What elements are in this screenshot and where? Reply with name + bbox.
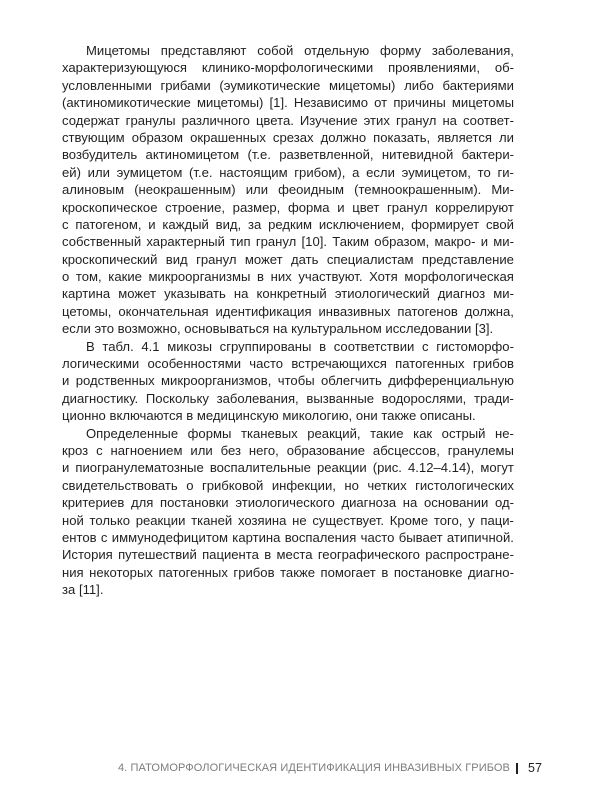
body-text: [62, 42, 514, 599]
text-line: ей) или эумицетом (т.е. настоящим грибом), а если эумицетом, то ги-: [62, 164, 514, 180]
text-line: ной только реакции тканей хозяина не существует. Кроме того, у паци-: [62, 512, 514, 528]
text-line: содержат гранулы различного цвета. Изучение этих гранул на соответ-: [62, 112, 514, 128]
text-line: ния некоторых патогенных грибов также помогает в постановке диагно-: [62, 564, 514, 580]
text-line: (актиномикотические мицетомы) [1]. Независимо от причины мицетомы: [62, 95, 514, 111]
text-line: о том, какие микроорганизмы в них участвуют. Хотя морфологическая: [62, 269, 514, 285]
text-line: цетомы, окончательная идентификация инвазивных патогенов должна,: [62, 303, 514, 319]
paragraph-table-reference: [62, 338, 514, 425]
paragraph-mycetoma: [62, 42, 514, 338]
text-line: кроскопический вид гранул может дать специалистам представление: [62, 251, 514, 267]
text-line: Мицетомы представляют собой отдельную форму заболевания,: [86, 43, 514, 58]
text-line: критериев для постановки этиологического диагноза на основании од-: [62, 495, 514, 511]
chapter-title: 4. ПАТОМОРФОЛОГИЧЕСКАЯ ИДЕНТИФИКАЦИЯ ИНВАЗИВНЫХ ГРИБОВ: [117, 762, 510, 774]
text-line: логическими особенностями часто встречающихся патогенных грибов: [62, 356, 514, 372]
text-line: за [11].: [62, 582, 104, 598]
text-line: и пиогранулематозные воспалительные реакции (рис. 4.12–4.14), могут: [62, 460, 514, 476]
text-line: с патогеном, и каждый вид, за редким исключением, формирует свой: [62, 216, 514, 232]
text-line: алиновым (неокрашенным) или феоидным (темноокрашенным). Ми-: [62, 182, 514, 198]
footer-separator: [516, 763, 518, 774]
text-line: возбудитель актиномицетом (т.е. разветвленной, нитевидной бактери-: [62, 147, 514, 163]
page-number: 57: [528, 761, 542, 775]
text-line: картина может указывать на конкретный этиологический диагноз ми-: [62, 286, 514, 302]
running-footer: [0, 760, 590, 776]
text-line: свидетельствовать о грибковой инфекции, но четких гистологических: [62, 477, 514, 493]
text-line: кроз с нагноением или без него, образование абсцессов, гранулемы: [62, 442, 514, 458]
text-line: характеризующуюся клинико-морфологическими проявлениями, об-: [62, 60, 514, 76]
text-line: В табл. 4.1 микозы сгруппированы в соответствии с гистоморфо-: [86, 338, 514, 354]
text-line: ционно включаются в медицинскую микологию, они также описаны.: [62, 408, 476, 424]
text-line: диагностику. Поскольку заболевания, вызванные водорослями, тради-: [62, 390, 514, 406]
text-line: условленными грибами (эумикотические мицетомы) либо бактериями: [62, 77, 514, 93]
text-line: Определенные формы тканевых реакций, такие как острый не-: [86, 425, 514, 441]
paragraph-tissue-reactions: [62, 425, 514, 599]
text-line: История путешествий пациента в места географического распростране-: [62, 547, 514, 563]
text-line: если это возможно, основываться на культуральном исследовании [3].: [62, 321, 494, 337]
text-line: и родственных микроорганизмов, чтобы облегчить дифференциальную: [62, 373, 514, 389]
text-line: собственный характерный тип гранул [10]. Таким образом, макро- и ми-: [62, 234, 514, 250]
text-line: ентов с иммунодефицитом картина воспаления часто бывает атипичной.: [62, 529, 514, 545]
text-line: ствующим образом окрашенных срезах должно показать, является ли: [62, 129, 514, 145]
text-line: кроскопическое строение, размер, форма и цвет гранул коррелируют: [62, 199, 514, 215]
